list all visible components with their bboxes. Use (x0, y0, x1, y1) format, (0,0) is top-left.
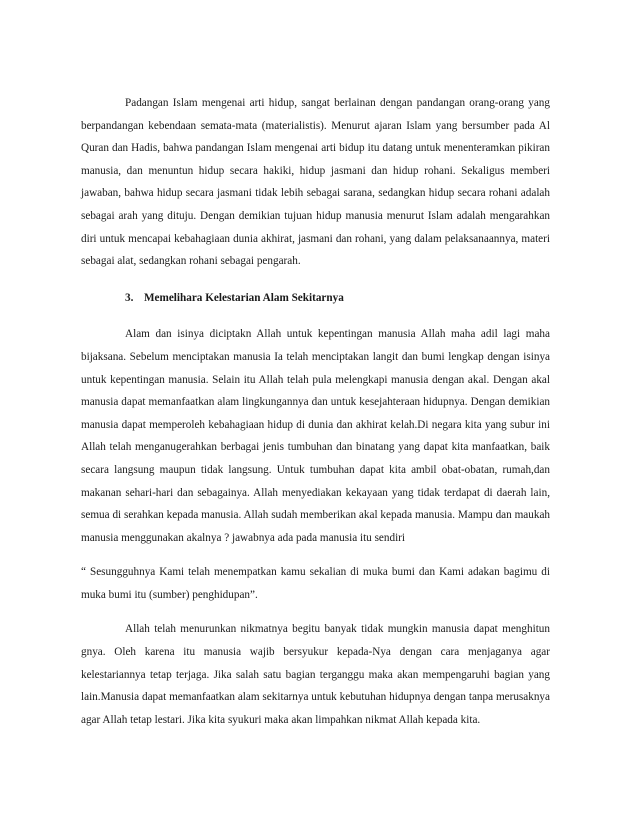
section-number: 3. (125, 291, 134, 304)
spacer (81, 606, 550, 618)
document-body (81, 92, 550, 731)
paragraph-nikmat-allah: Allah telah menurunkan nikmatnya begitu banyak tidak mungkin manusia dapat menghitun gnya. Oleh karena itu manusia wajib bersyukur kepada-Nya dengan cara menjaganya agar kelestariannya tetap terjaga. Jika salah satu bagian terganggu maka akan mempengaruhi bagian yang lain.Manusia dapat memanfaatkan alam sekitarnya untuk kebutuhan hidupnya dengan tanpa merusaknya agar Allah tetap lestari. Jika kita syukuri maka akan limpahkan nikmat Allah kepada kita. (81, 623, 550, 726)
spacer (81, 273, 550, 287)
quote-paragraph: “ Sesungguhnya Kami telah menempatkan kamu sekalian di muka bumi dan Kami adakan bagimu di muka bumi itu (sumber) penghidupan”. (81, 566, 550, 601)
paragraph-alam-dan-isinya: Alam dan isinya diciptakn Allah untuk kepentingan manusia Allah maha adil lagi maha bijaksana. Sebelum menciptakan manusia Ia telah menciptakan langit dan bumi lengkap dengan isinya untuk kepentingan manusia. Selain itu Allah telah pula melengkapi manusia dengan akal. Dengan akal manusia dapat memanfaatkan alam lingkungannya dan untuk kesejahteraan hidupnya. Dengan demikian manusia dapat memperoleh kebahagiaan hidup di dunia dan akhirat kelah.Di negara kita yang subur ini Allah telah menganugerahkan berbagai jenis tumbuhan dan binatang yang dapat kita manfaatkan, baik secara langsung maupun tidak langsung. Untuk tumbuhan dapat kita ambil obat-obatan, rumah,dan makanan sehari-hari dan sebagainya. Allah menyediakan kekayaan yang tidak terdapat di daerah lain, semua di serahkan kepada manusia. Allah sudah memberikan akal kepada manusia. Mampu dan maukah manusia menggunakan akalnya ? jawabnya ada pada manusia itu sendiri (81, 328, 550, 544)
section-heading (81, 287, 550, 310)
paragraph-arti-hidup: Padangan Islam mengenai arti hidup, sangat berlainan dengan pandangan orang-orang yang berpandangan kebendaan semata-mata (materialistis). Menurut ajaran Islam yang bersumber pada Al Quran dan Hadis, bahwa pandangan Islam mengenai arti bidup itu datang untuk menenteramkan pikiran manusia, dan menuntun hidup secara hakiki, hidup jasmani dan hidup rohani. Sekaligus memberi jawaban, bahwa hidup secara jasmani tidak lebih sebagai sarana, sedangkan hidup secara rohani adalah sebagai arah yang dituju. Dengan demikian tujuan hidup manusia menurut Islam adalah mengarahkan diri untuk mencapai kebahagiaan dunia akhirat, jasmani dan rohani, yang dalam pelaksanaannya, materi sebagai alat, sedangkan rohani sebagai pengarah. (81, 97, 550, 268)
spacer (81, 549, 550, 561)
spacer (81, 309, 550, 323)
section-title: Memelihara Kelestarian Alam Sekitarnya (144, 291, 344, 304)
